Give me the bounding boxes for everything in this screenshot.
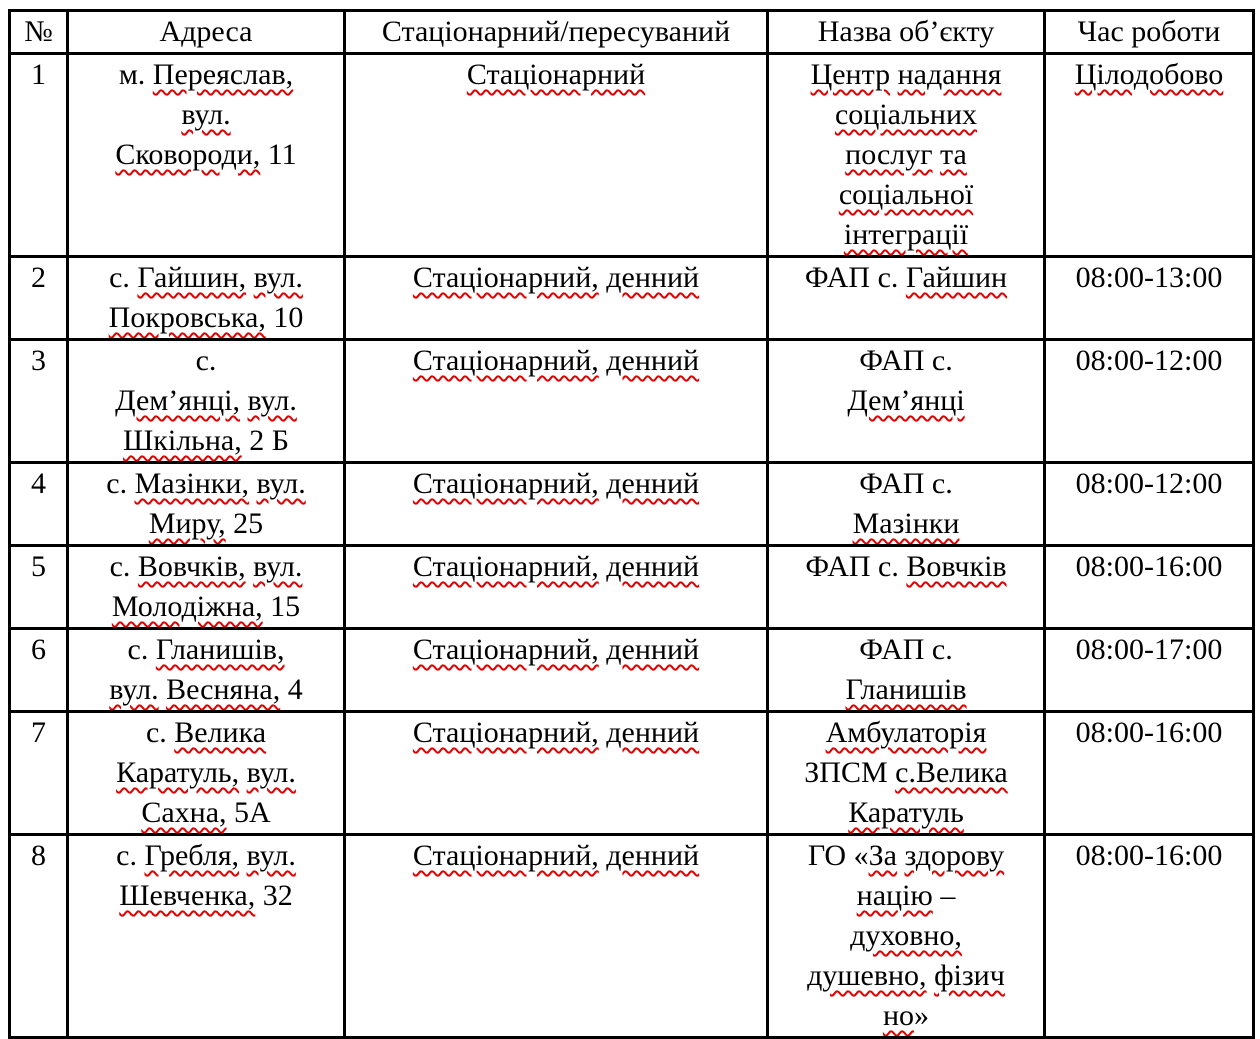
cell-text: 10 [265, 301, 304, 334]
spellcheck-flagged-text: Сахна, [141, 796, 227, 829]
working-hours-cell [1045, 340, 1254, 463]
cell-text: с. [109, 261, 138, 294]
object-name-cell [768, 340, 1045, 463]
spellcheck-flagged-text: вул. [253, 550, 303, 583]
spellcheck-flagged-text: Гайшин, [137, 261, 247, 294]
spellcheck-flagged-text: Гайшин [905, 261, 1008, 294]
spellcheck-flagged-text: Каратуль [848, 796, 964, 829]
spellcheck-flagged-text: с.Велика [895, 756, 1008, 789]
object-name-cell [768, 54, 1045, 257]
spellcheck-flagged-text: послуг [845, 138, 933, 171]
table-row [10, 712, 1254, 835]
type-cell [345, 546, 768, 629]
spellcheck-flagged-text: вул. [246, 756, 296, 789]
type-cell [345, 712, 768, 835]
spellcheck-flagged-text: вул. [247, 384, 297, 417]
working-hours-cell [1045, 712, 1254, 835]
type-cell [345, 54, 768, 257]
row-number: 3 [10, 340, 68, 463]
spellcheck-flagged-text: Стаціонарний, [412, 261, 599, 294]
header-row [10, 11, 1254, 54]
cell-text: 08:00-12:00 [1075, 467, 1223, 500]
spellcheck-flagged-text: Цілодобово [1074, 58, 1224, 91]
row-number: 6 [10, 629, 68, 712]
cell-text [239, 839, 247, 872]
working-hours-cell [1045, 463, 1254, 546]
cell-text: ЗПСМ [804, 756, 888, 789]
spellcheck-flagged-text: Стаціонарний, [412, 716, 599, 749]
cell-text: 32 [255, 879, 293, 912]
address-cell [68, 54, 345, 257]
cell-text: с. [145, 716, 175, 749]
spellcheck-flagged-text: Мазінки [852, 507, 960, 540]
table-row [10, 546, 1254, 629]
spellcheck-flagged-text: Мазінки, [134, 467, 249, 500]
cell-text: ФАП с. [859, 467, 953, 500]
row-number: 5 [10, 546, 68, 629]
cell-text: 5А [226, 796, 271, 829]
spellcheck-flagged-text: духовно, [850, 919, 962, 952]
header-type: Стаціонарний/пересуваний [345, 11, 768, 54]
cell-text: м. [118, 58, 153, 91]
spellcheck-flagged-text: Миру, [148, 507, 226, 540]
cell-text [890, 58, 898, 91]
spellcheck-flagged-text: Гребля, [144, 839, 240, 872]
spellcheck-flagged-text: Амбулаторія [825, 716, 987, 749]
cell-text: – [940, 879, 956, 912]
spellcheck-flagged-text: націю [856, 879, 933, 912]
cell-text: ФАП с. [859, 633, 953, 666]
row-number: 7 [10, 712, 68, 835]
address-cell [68, 257, 345, 340]
spellcheck-flagged-text: Весняна, [166, 673, 281, 706]
row-number: 2 [10, 257, 68, 340]
cell-text: 15 [262, 590, 301, 623]
address-cell [68, 712, 345, 835]
working-hours-cell [1045, 546, 1254, 629]
spellcheck-flagged-text: вул. [246, 839, 296, 872]
spellcheck-flagged-text: денний [606, 261, 700, 294]
spellcheck-flagged-text: но [882, 999, 915, 1032]
table-row [10, 257, 1254, 340]
header-address: Адреса [68, 11, 345, 54]
cell-text: с. [106, 467, 135, 500]
spellcheck-flagged-text: Сковороди, [115, 138, 261, 171]
cell-text: 08:00-17:00 [1075, 633, 1223, 666]
header-number: № [10, 11, 68, 54]
table-row [10, 835, 1254, 1038]
cell-text [927, 959, 935, 992]
spellcheck-flagged-text: фізич [934, 959, 1005, 992]
cell-text: 2 Б [241, 424, 289, 457]
facilities-table [8, 9, 1255, 1039]
spellcheck-flagged-text: та [940, 138, 967, 171]
cell-text: 08:00-13:00 [1075, 261, 1223, 294]
address-cell [68, 835, 345, 1038]
type-cell [345, 629, 768, 712]
cell-text: с. [116, 839, 145, 872]
spellcheck-flagged-text: Гланишів, [155, 633, 285, 666]
cell-text: с. [195, 344, 217, 377]
spellcheck-flagged-text: Вовчків, [137, 550, 246, 583]
spellcheck-flagged-text: Покровська, [108, 301, 266, 334]
spellcheck-flagged-text: денний [606, 716, 700, 749]
cell-text: 08:00-16:00 [1075, 839, 1223, 872]
type-cell [345, 835, 768, 1038]
cell-text: ФАП с. [859, 344, 953, 377]
cell-text [933, 138, 941, 171]
cell-text: » [914, 999, 930, 1032]
working-hours-cell [1045, 835, 1254, 1038]
row-number: 8 [10, 835, 68, 1038]
cell-text: 11 [260, 138, 297, 171]
spellcheck-flagged-text: Шевченка, [119, 879, 256, 912]
row-number: 1 [10, 54, 68, 257]
spellcheck-flagged-text: денний [606, 633, 700, 666]
table-row [10, 54, 1254, 257]
object-name-cell [768, 835, 1045, 1038]
spellcheck-flagged-text: соціальної [838, 178, 974, 211]
type-cell [345, 257, 768, 340]
cell-text: 4 [280, 673, 303, 706]
cell-text: 08:00-16:00 [1075, 716, 1223, 749]
spellcheck-flagged-text: денний [606, 467, 700, 500]
working-hours-cell [1045, 257, 1254, 340]
cell-text [246, 550, 254, 583]
spellcheck-flagged-text: Дем’янці [847, 384, 965, 417]
cell-text [240, 384, 248, 417]
spellcheck-flagged-text: вул. [181, 98, 231, 131]
spellcheck-flagged-text: Молодіжна, [111, 590, 263, 623]
cell-text: 08:00-16:00 [1075, 550, 1223, 583]
cell-text [159, 673, 167, 706]
spellcheck-flagged-text: вул. [109, 673, 159, 706]
spellcheck-flagged-text: Стаціонарний, [412, 550, 599, 583]
address-cell [68, 546, 345, 629]
spellcheck-flagged-text: Велика [174, 716, 267, 749]
cell-text: 08:00-12:00 [1075, 344, 1223, 377]
spellcheck-flagged-text: денний [606, 550, 700, 583]
working-hours-cell [1045, 54, 1254, 257]
spellcheck-flagged-text: Каратуль, [116, 756, 240, 789]
cell-text [246, 261, 254, 294]
spellcheck-flagged-text: душевно, [807, 959, 927, 992]
table-row [10, 629, 1254, 712]
spellcheck-flagged-text: вул. [256, 467, 306, 500]
address-cell [68, 463, 345, 546]
spellcheck-flagged-text: надання [897, 58, 1002, 91]
spellcheck-flagged-text: Стаціонарний, [412, 344, 599, 377]
spellcheck-flagged-text: Шкільна, [123, 424, 242, 457]
spellcheck-flagged-text: соціальних [834, 98, 978, 131]
header-object-name: Назва об’єкту [768, 11, 1045, 54]
address-cell [68, 629, 345, 712]
spellcheck-flagged-text: Центр [810, 58, 891, 91]
type-cell [345, 340, 768, 463]
spellcheck-flagged-text: Стаціонарний [466, 58, 646, 91]
object-name-cell [768, 712, 1045, 835]
spellcheck-flagged-text: Переяслав, [152, 58, 294, 91]
type-cell [345, 463, 768, 546]
cell-text: ГО « [807, 839, 869, 872]
spellcheck-flagged-text: Стаціонарний, [412, 467, 599, 500]
cell-text: с. [127, 633, 156, 666]
object-name-cell [768, 629, 1045, 712]
spellcheck-flagged-text: Вовчків [906, 550, 1007, 583]
spellcheck-flagged-text: Стаціонарний, [412, 633, 599, 666]
spellcheck-flagged-text: Стаціонарний, [412, 839, 599, 872]
cell-text: ФАП с. [804, 261, 906, 294]
cell-text: 25 [225, 507, 264, 540]
spellcheck-flagged-text: Гланишів [845, 673, 967, 706]
working-hours-cell [1045, 629, 1254, 712]
spellcheck-flagged-text: здорову [904, 839, 1005, 872]
address-cell [68, 340, 345, 463]
object-name-cell [768, 257, 1045, 340]
cell-text: ФАП с. [805, 550, 907, 583]
header-working-hours: Час роботи [1045, 11, 1254, 54]
object-name-cell [768, 463, 1045, 546]
cell-text [239, 756, 247, 789]
cell-text: с. [109, 550, 138, 583]
table-row [10, 463, 1254, 546]
spellcheck-flagged-text: інтеграції [843, 218, 969, 251]
spellcheck-flagged-text: Дем’янці, [115, 384, 241, 417]
spellcheck-flagged-text: денний [606, 344, 700, 377]
spellcheck-flagged-text: вул. [253, 261, 303, 294]
object-name-cell [768, 546, 1045, 629]
spellcheck-flagged-text: денний [606, 839, 700, 872]
spellcheck-flagged-text: За [868, 839, 897, 872]
row-number: 4 [10, 463, 68, 546]
table-row [10, 340, 1254, 463]
